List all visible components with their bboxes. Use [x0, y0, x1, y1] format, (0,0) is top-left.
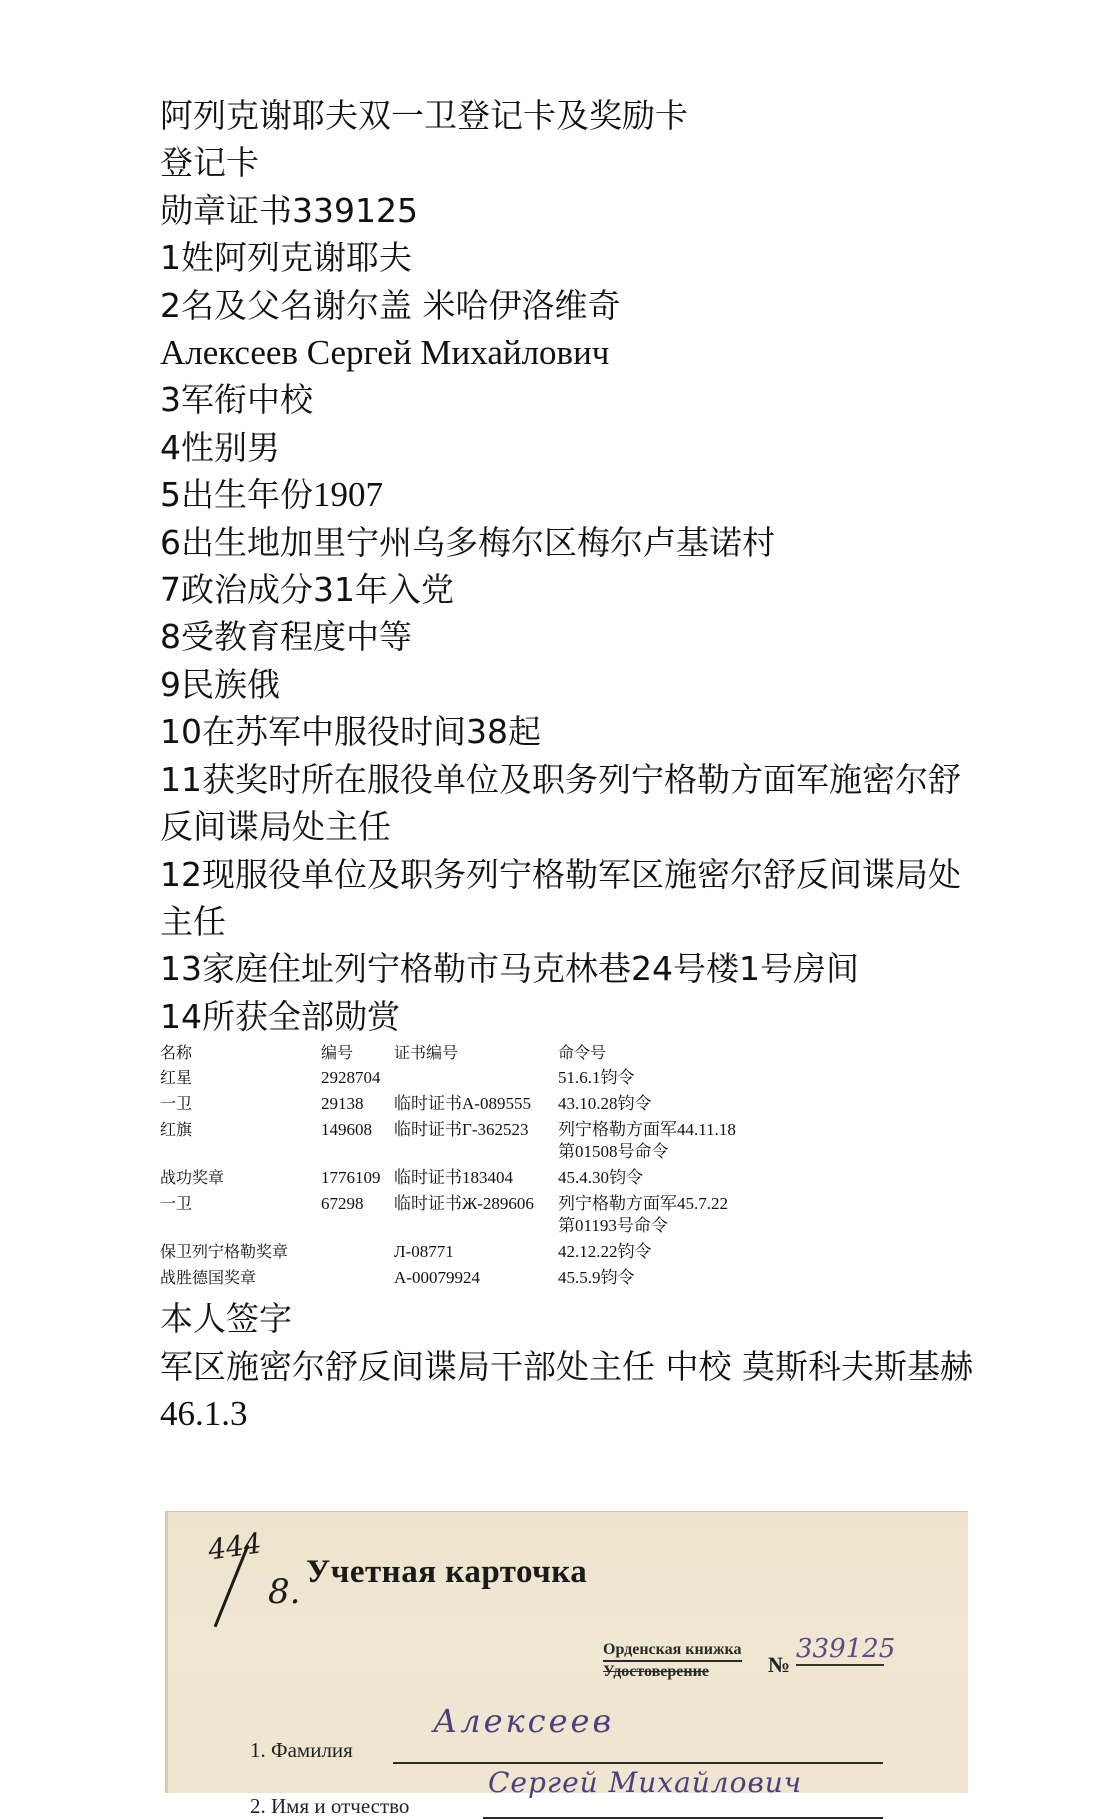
- order-text: 42.12.22钧令: [558, 1242, 652, 1262]
- award-order: [558, 1193, 818, 1237]
- document-transcription: [160, 92, 1000, 1437]
- field-value: 中校: [247, 380, 313, 420]
- award-name: 保卫列宁格勒奖章: [160, 1242, 289, 1262]
- archive-subnumber: 8.: [268, 1572, 301, 1612]
- field-label: 11获奖时所在服役单位及职务: [160, 759, 598, 799]
- document-title: [160, 92, 1000, 139]
- surname-label: 1. Фамилия: [250, 1738, 353, 1762]
- order-text: 45.5.9钧令: [558, 1268, 635, 1288]
- field-value: 阿列克谢耶夫: [214, 238, 412, 278]
- award-certificate: 临时证书Ж-289606: [394, 1194, 534, 1214]
- field-value: 列宁格勒市马克林巷24号楼1号房间: [334, 949, 859, 989]
- award-order: [558, 1167, 818, 1189]
- field-value: 谢尔盖 米哈伊洛维奇: [313, 285, 621, 325]
- award-order: [558, 1067, 818, 1089]
- number-value: 339125: [796, 1634, 896, 1664]
- certificate-struck-text: Удостоверение: [603, 1663, 709, 1680]
- field-value: 俄: [247, 664, 280, 704]
- table-row: [160, 1167, 1000, 1189]
- field-value: 列宁格勒方面军施密尔舒反间谍局处主任: [160, 759, 961, 847]
- document-subtitle: [160, 139, 1000, 186]
- signature-text: 本人签字: [160, 1299, 292, 1339]
- title-text: 阿列克谢耶夫双一卫登记卡及奖励卡: [160, 96, 688, 135]
- header-name: 名称: [160, 1043, 193, 1063]
- table-row: [160, 1119, 1000, 1163]
- order-text: 51.6.1钧令: [558, 1068, 635, 1088]
- field-nationality: [160, 661, 1000, 708]
- signer-text: 军区施密尔舒反间谍局干部处主任 中校 莫斯科夫斯基赫: [160, 1346, 973, 1386]
- order-text-2: 第01508号命令: [558, 1142, 669, 1162]
- award-certificate: 临时证书Г-362523: [394, 1120, 529, 1140]
- signature-label: [160, 1295, 1000, 1342]
- subtitle-text: 登记卡: [160, 143, 259, 183]
- field-value: Алексеев Сергей Михайлович: [160, 333, 610, 373]
- signer: [160, 1343, 980, 1390]
- award-number: 149608: [321, 1120, 372, 1140]
- field-rank: [160, 376, 1000, 423]
- field-party: [160, 566, 1000, 613]
- field-education: [160, 613, 1000, 660]
- certificate-number: [160, 187, 1000, 234]
- field-label: 13家庭住址: [160, 949, 334, 989]
- surname-handwritten: Алексеев: [433, 1702, 615, 1740]
- award-number: 67298: [321, 1194, 364, 1214]
- field-birthplace: [160, 519, 1000, 566]
- table-row: [160, 1193, 1000, 1237]
- award-name: 战胜德国奖章: [160, 1268, 257, 1288]
- award-order: [558, 1119, 818, 1163]
- award-certificate: 临时证书183404: [394, 1168, 513, 1188]
- table-row: [160, 1067, 1000, 1089]
- date-text: 46.1.3: [160, 1393, 248, 1433]
- field-value: 男: [247, 427, 280, 467]
- award-name: 一卫: [160, 1094, 193, 1114]
- name-handwritten: Сергей Михайлович: [488, 1766, 803, 1799]
- order-text: 列宁格勒方面军44.11.18: [558, 1120, 736, 1140]
- field-label: 2名及父名: [160, 285, 313, 325]
- name-patronymic-label: 2. Имя и отчество: [250, 1794, 410, 1818]
- field-label: 6出生地: [160, 522, 280, 562]
- table-row: [160, 1093, 1000, 1115]
- award-name: 一卫: [160, 1194, 193, 1214]
- award-name: 战功奖章: [160, 1168, 225, 1188]
- award-number: 2928704: [321, 1068, 381, 1088]
- table-row: [160, 1241, 1000, 1263]
- awards-table-header: [160, 1042, 1000, 1064]
- field-value: 1907: [313, 475, 383, 515]
- field-label: 14所获全部勋赏: [160, 996, 400, 1036]
- field-value: 列宁格勒军区施密尔舒反间谍局处主任: [160, 854, 961, 941]
- header-number: 编号: [321, 1043, 354, 1063]
- certificate-text: 勋章证书339125: [160, 190, 418, 230]
- field-value: 31年入党: [313, 570, 454, 610]
- order-text: 43.10.28钧令: [558, 1094, 652, 1114]
- field-service-start: [160, 708, 1000, 755]
- document-date: [160, 1390, 1000, 1437]
- award-order: [558, 1093, 818, 1115]
- field-sex: [160, 424, 1000, 471]
- award-certificate: A-00079924: [394, 1268, 480, 1288]
- field-value: 38起: [466, 712, 541, 752]
- award-number: [321, 1241, 394, 1263]
- table-row: [160, 1267, 1000, 1289]
- field-label: 12现服役单位及职务: [160, 854, 466, 894]
- header-certificate: 证书编号: [394, 1043, 459, 1063]
- field-label: 8受教育程度: [160, 617, 346, 657]
- award-order: [558, 1267, 818, 1289]
- field-label: 7政治成分: [160, 570, 313, 610]
- field-all-awards: [160, 993, 1000, 1040]
- award-certificate: 临时证书A-089555: [394, 1094, 531, 1114]
- field-label: 1姓: [160, 238, 214, 278]
- field-russian-name: [160, 329, 1000, 376]
- field-label: 5出生年份: [160, 475, 313, 515]
- archive-number: 444: [205, 1526, 264, 1567]
- surname-rule: [393, 1762, 883, 1764]
- field-value: 中等: [346, 617, 412, 657]
- award-name: 红旗: [160, 1120, 193, 1140]
- scanned-registration-card: [165, 1512, 968, 1818]
- field-home-address: [160, 945, 1000, 992]
- order-book-label: [603, 1640, 742, 1682]
- field-current-unit: [160, 851, 980, 946]
- field-surname: [160, 234, 1000, 281]
- field-unit-at-award: [160, 756, 980, 851]
- field-label: 9民族: [160, 664, 247, 704]
- header-order: 命令号: [558, 1043, 607, 1063]
- award-order: [558, 1241, 818, 1263]
- field-birth-year: [160, 471, 1000, 518]
- card-title: Учетная карточка: [306, 1554, 588, 1590]
- award-certificate: [394, 1067, 558, 1089]
- field-label: 4性别: [160, 427, 247, 467]
- field-label: 10在苏军中服役时间: [160, 712, 466, 752]
- award-certificate: Л-08771: [394, 1242, 454, 1262]
- number-label: №: [768, 1652, 791, 1677]
- order-text: 列宁格勒方面军45.7.22: [558, 1194, 728, 1214]
- order-book-text: Орденская книжка: [603, 1640, 742, 1662]
- field-name-patronymic: [160, 282, 1000, 329]
- award-number: [321, 1267, 394, 1289]
- order-text: 45.4.30钧令: [558, 1168, 643, 1188]
- order-text-2: 第01193号命令: [558, 1216, 668, 1236]
- field-value: 加里宁州乌多梅尔区梅尔卢基诺村: [280, 522, 775, 562]
- awards-table: [160, 1042, 1000, 1289]
- field-label: 3军衔: [160, 380, 247, 420]
- award-number: 29138: [321, 1094, 364, 1114]
- award-name: 红星: [160, 1068, 193, 1088]
- award-number: 1776109: [321, 1168, 381, 1188]
